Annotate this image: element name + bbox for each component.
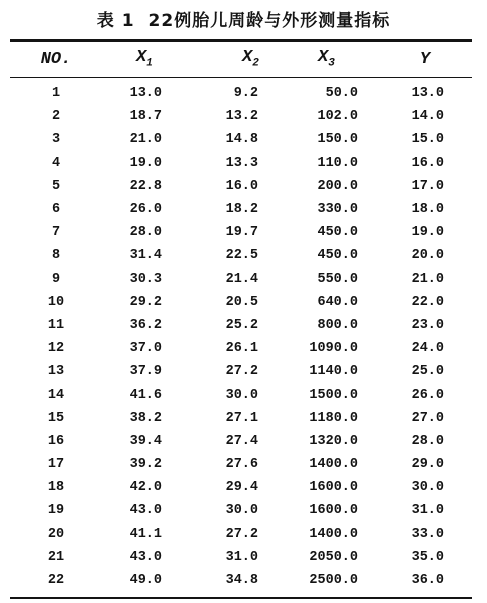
cell-no: 14 xyxy=(47,387,65,403)
table-row xyxy=(10,569,472,592)
cell-x1: 26.0 xyxy=(129,202,162,218)
cell-y: 15.0 xyxy=(411,132,444,148)
cell-x1: 29.2 xyxy=(129,294,162,310)
cell-no: 2 xyxy=(51,109,61,125)
cell-x1: 38.2 xyxy=(129,410,162,426)
cell-x2: 20.5 xyxy=(225,294,258,310)
cell-y: 36.0 xyxy=(411,573,444,589)
cell-y: 29.0 xyxy=(411,457,444,473)
cell-x1: 37.9 xyxy=(129,364,162,380)
table-row xyxy=(10,499,472,522)
cell-x1: 37.0 xyxy=(129,341,162,357)
table-number: 表 1 xyxy=(96,11,135,31)
cell-x3: 200.0 xyxy=(317,178,358,194)
cell-x3: 550.0 xyxy=(317,271,358,287)
top-rule xyxy=(10,39,472,42)
cell-y: 21.0 xyxy=(411,271,444,287)
cell-x1: 28.0 xyxy=(129,225,162,241)
cell-y: 13.0 xyxy=(411,86,444,102)
table-row xyxy=(10,152,472,175)
cell-y: 35.0 xyxy=(411,549,444,565)
cell-y: 22.0 xyxy=(411,294,444,310)
cell-y: 19.0 xyxy=(411,225,444,241)
cell-x2: 31.0 xyxy=(225,549,258,565)
cell-y: 23.0 xyxy=(411,317,444,333)
table-title: 22例胎儿周龄与外形测量指标 xyxy=(148,11,391,31)
cell-x3: 450.0 xyxy=(317,248,358,264)
cell-y: 33.0 xyxy=(411,526,444,542)
cell-x2: 14.8 xyxy=(225,132,258,148)
cell-x3: 1400.0 xyxy=(309,457,358,473)
data-table xyxy=(10,82,472,592)
header-x2 xyxy=(194,44,286,74)
cell-x3: 330.0 xyxy=(317,202,358,218)
table-row xyxy=(10,430,472,453)
cell-x2: 29.4 xyxy=(225,480,258,496)
cell-y: 28.0 xyxy=(411,433,444,449)
cell-x2: 34.8 xyxy=(225,573,258,589)
cell-x2: 22.5 xyxy=(225,248,258,264)
cell-no: 12 xyxy=(47,341,65,357)
header-x2-sub: 2 xyxy=(252,57,259,70)
table-row xyxy=(10,383,472,406)
cell-no: 15 xyxy=(47,410,65,426)
header-x1 xyxy=(102,44,194,74)
cell-x2: 27.6 xyxy=(225,457,258,473)
table-row xyxy=(10,453,472,476)
table-body xyxy=(10,82,472,592)
cell-no: 22 xyxy=(47,573,65,589)
table-row xyxy=(10,198,472,221)
table-row xyxy=(10,82,472,105)
cell-no: 4 xyxy=(51,155,61,171)
cell-x3: 1600.0 xyxy=(309,503,358,519)
table-row xyxy=(10,291,472,314)
header-row xyxy=(10,44,472,74)
cell-x2: 27.1 xyxy=(225,410,258,426)
table-row xyxy=(10,221,472,244)
cell-x3: 640.0 xyxy=(317,294,358,310)
cell-x3: 102.0 xyxy=(317,109,358,125)
header-x1-sub: 1 xyxy=(146,57,153,70)
cell-y: 26.0 xyxy=(411,387,444,403)
cell-y: 27.0 xyxy=(411,410,444,426)
cell-no: 8 xyxy=(51,248,61,264)
cell-y: 31.0 xyxy=(411,503,444,519)
cell-x2: 25.2 xyxy=(225,317,258,333)
cell-x2: 27.2 xyxy=(225,526,258,542)
cell-x2: 9.2 xyxy=(233,86,258,102)
cell-no: 21 xyxy=(47,549,65,565)
cell-no: 17 xyxy=(47,457,65,473)
cell-no: 20 xyxy=(47,526,65,542)
table-row xyxy=(10,407,472,430)
cell-x3: 450.0 xyxy=(317,225,358,241)
cell-no: 11 xyxy=(47,317,65,333)
table-row xyxy=(10,244,472,267)
cell-x2: 18.2 xyxy=(225,202,258,218)
cell-y: 25.0 xyxy=(411,364,444,380)
cell-x3: 2500.0 xyxy=(309,573,358,589)
cell-y: 18.0 xyxy=(411,202,444,218)
table-row xyxy=(10,476,472,499)
cell-no: 18 xyxy=(47,480,65,496)
cell-x1: 18.7 xyxy=(129,109,162,125)
table-row xyxy=(10,268,472,291)
cell-x1: 41.1 xyxy=(129,526,162,542)
cell-no: 3 xyxy=(51,132,61,148)
cell-x3: 1180.0 xyxy=(309,410,358,426)
table-header xyxy=(10,44,472,74)
header-rule xyxy=(10,77,472,78)
cell-x1: 39.2 xyxy=(129,457,162,473)
cell-y: 14.0 xyxy=(411,109,444,125)
table-row xyxy=(10,523,472,546)
cell-no: 5 xyxy=(51,178,61,194)
cell-x2: 16.0 xyxy=(225,178,258,194)
cell-x3: 2050.0 xyxy=(309,549,358,565)
cell-x1: 31.4 xyxy=(129,248,162,264)
cell-x1: 43.0 xyxy=(129,503,162,519)
table-row xyxy=(10,337,472,360)
table-caption xyxy=(0,6,487,31)
cell-x3: 50.0 xyxy=(325,86,358,102)
cell-x2: 30.0 xyxy=(225,503,258,519)
cell-no: 19 xyxy=(47,503,65,519)
cell-y: 20.0 xyxy=(411,248,444,264)
cell-no: 16 xyxy=(47,433,65,449)
cell-x1: 19.0 xyxy=(129,155,162,171)
table-row xyxy=(10,546,472,569)
cell-y: 24.0 xyxy=(411,341,444,357)
cell-x2: 27.2 xyxy=(225,364,258,380)
header-no: NO. xyxy=(40,49,72,69)
cell-x2: 13.2 xyxy=(225,109,258,125)
cell-no: 7 xyxy=(51,225,61,241)
cell-no: 13 xyxy=(47,364,65,380)
table-row xyxy=(10,360,472,383)
cell-x1: 39.4 xyxy=(129,433,162,449)
header-x3 xyxy=(286,44,378,74)
cell-x1: 43.0 xyxy=(129,549,162,565)
cell-x3: 1600.0 xyxy=(309,480,358,496)
header-y: Y xyxy=(419,49,431,69)
table-row xyxy=(10,175,472,198)
cell-no: 9 xyxy=(51,271,61,287)
cell-x1: 30.3 xyxy=(129,271,162,287)
cell-x3: 1090.0 xyxy=(309,341,358,357)
cell-x3: 1140.0 xyxy=(309,364,358,380)
header-x2-base: X xyxy=(242,48,253,68)
cell-x3: 1500.0 xyxy=(309,387,358,403)
cell-x2: 30.0 xyxy=(225,387,258,403)
header-x1-base: X xyxy=(136,48,147,68)
bottom-rule xyxy=(10,597,472,599)
cell-x3: 1400.0 xyxy=(309,526,358,542)
cell-x2: 27.4 xyxy=(225,433,258,449)
cell-x1: 21.0 xyxy=(129,132,162,148)
cell-x3: 150.0 xyxy=(317,132,358,148)
cell-x1: 22.8 xyxy=(129,178,162,194)
cell-x2: 13.3 xyxy=(225,155,258,171)
table-row xyxy=(10,128,472,151)
header-x3-base: X xyxy=(318,48,329,68)
cell-x1: 41.6 xyxy=(129,387,162,403)
cell-x2: 26.1 xyxy=(225,341,258,357)
cell-x1: 49.0 xyxy=(129,573,162,589)
cell-no: 6 xyxy=(51,202,61,218)
cell-y: 16.0 xyxy=(411,155,444,171)
cell-no: 10 xyxy=(47,294,65,310)
table-row xyxy=(10,105,472,128)
cell-x3: 800.0 xyxy=(317,317,358,333)
cell-y: 30.0 xyxy=(411,480,444,496)
cell-x2: 21.4 xyxy=(225,271,258,287)
cell-x2: 19.7 xyxy=(225,225,258,241)
cell-no: 1 xyxy=(51,86,61,102)
cell-x1: 36.2 xyxy=(129,317,162,333)
cell-x1: 42.0 xyxy=(129,480,162,496)
table-row xyxy=(10,314,472,337)
cell-x3: 110.0 xyxy=(317,155,358,171)
cell-y: 17.0 xyxy=(411,178,444,194)
cell-x3: 1320.0 xyxy=(309,433,358,449)
cell-x1: 13.0 xyxy=(129,86,162,102)
header-x3-sub: 3 xyxy=(328,57,335,70)
